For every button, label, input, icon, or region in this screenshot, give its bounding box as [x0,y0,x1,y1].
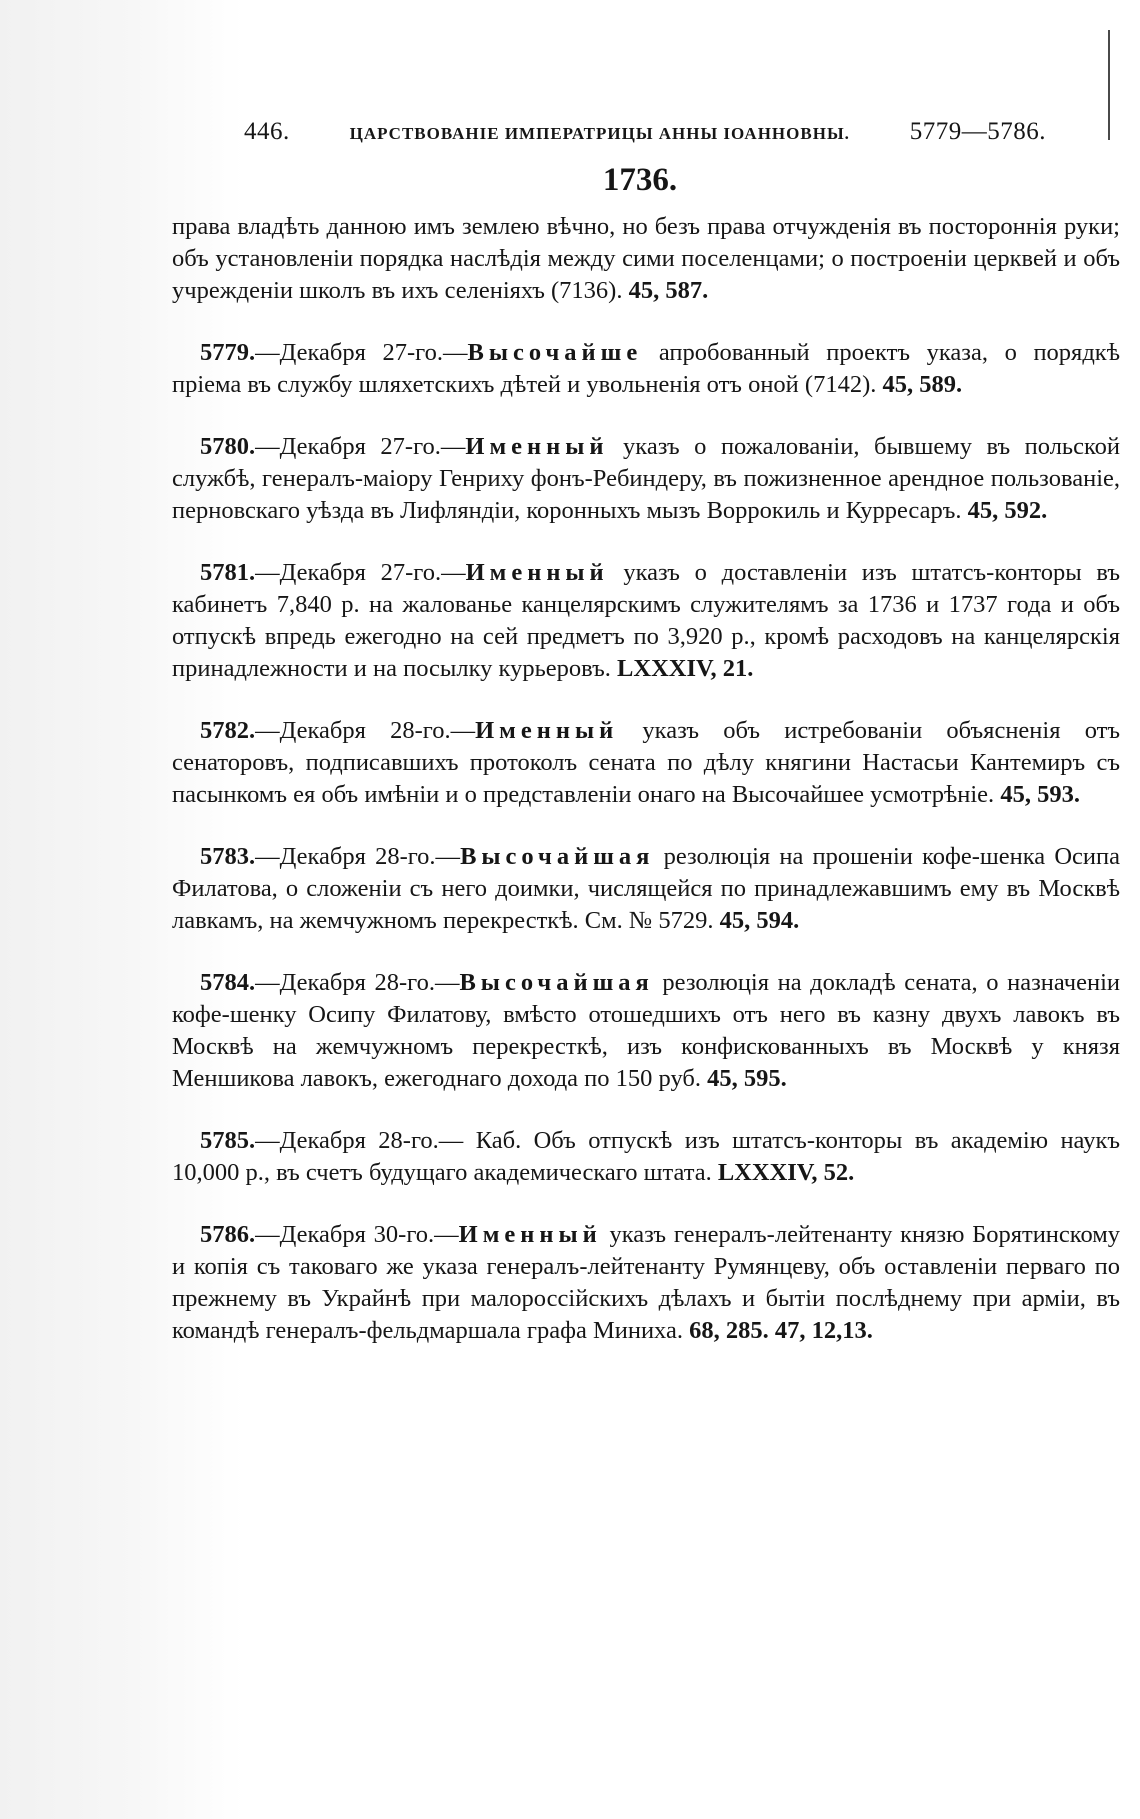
intro-ref: 45, 587. [628,277,709,304]
entry-number: 5782. [200,717,256,744]
document-page [172,118,1120,1377]
entry-text: апробованный проектъ указа, о порядкѣ пріема въ службу шляхетскихъ дѣтей и увольненія отъ оной (7142). [172,339,1120,398]
entry-kind: Высочайшая [459,969,654,996]
entry-text: указъ генералъ-лейтенанту князю Борятинскому и копія съ таковаго же указа генералъ-лейтенанту Румянцеву, объ оставленіи перваго по прежнему въ Украйнѣ при малороссійскихъ дѣлахъ и бытіи послѣднему при арміи, въ командѣ генералъ-фельдмаршала графа Миниха. [172,1221,1120,1344]
entry-date: —Декабря 28-го.— [255,969,460,996]
entry-kind: Высочайшая [460,843,655,870]
year-heading: 1736. [602,162,678,198]
running-header [172,118,1120,146]
entry-number: 5781. [200,559,256,586]
entry-kind: Именный [475,717,619,744]
entry-number: 5779. [200,339,256,366]
entry-ref: 45, 589. [882,371,963,398]
entry-kind: Именный [458,1221,602,1248]
entry-number: 5783. [200,843,256,870]
entry-5786 [172,1219,1120,1347]
entry-range: 5779—5786. [909,118,1046,145]
entry-number: 5785. [200,1127,256,1154]
entry-5780 [172,431,1120,527]
entry-ref: 45, 592. [967,497,1048,524]
entry-text: указъ объ истребованіи объясненія отъ сенаторовъ, подписавшихъ протоколъ сената по дѣлу княгини Настасьи Кантемиръ съ пасынкомъ ея объ имѣніи и о представленіи онаго на Высочайшее усмотрѣніе. [172,717,1121,808]
entry-ref: LXXXIV, 52. [717,1159,855,1186]
header-title: ЦАРСТВОВАНІЕ ИМПЕРАТРИЦЫ АННЫ ІОАННОВНЫ. [349,124,850,143]
entry-date: —Декабря 28-го.— [255,1127,464,1154]
entry-text: указъ о пожалованіи, бывшему въ польской службѣ, генералъ-маіору Генриху фонъ-Ребиндеру, въ пожизненное арендное пользованіе, перновскаго уѣзда въ Лифляндіи, коронныхъ мызъ Воррокиль и Курресаръ. [172,433,1120,524]
entry-kind: Именный [465,433,609,460]
entry-5785 [172,1125,1120,1189]
entry-text: Каб. Объ отпускѣ изъ штатсъ-конторы въ академію наукъ 10,000 р., въ счетъ будущаго академическаго штата. [172,1127,1121,1186]
entry-kind: Высочайше [467,339,643,366]
entry-ref: LXXXIV, 21. [617,655,754,682]
entry-date: —Декабря 28-го.— [255,717,476,744]
entry-date: —Декабря 28-го.— [255,843,461,870]
entry-date: —Декабря 27-го.— [255,559,466,586]
intro-text: права владѣть данною имъ землею вѣчно, но безъ права отчужденія въ постороннія руки; объ установленіи порядка наслѣдія между сими поселенцами; о построеніи церквей и объ учрежденіи школъ въ ихъ селеніяхъ (7136). [172,213,1120,304]
intro-paragraph [172,211,1120,307]
entry-5781 [172,557,1120,685]
entry-ref: 45, 594. [719,907,800,934]
entry-text: резолюція на прошеніи кофе-шенка Осипа Филатова, о сложеніи съ него доимки, числящейся по принадлежавшимъ ему въ Москвѣ лавкамъ, на жемчужномъ перекресткѣ. См. № 5729. [172,843,1121,934]
entry-text: резолюція на докладѣ сената, о назначеніи кофе-шенку Осипу Филатову, вмѣсто отошедшихъ отъ него въ казну двухъ лавокъ въ Москвѣ на жемчужномъ перекресткѣ, изъ конфискованныхъ въ Москвѣ у князя Меншикова лавокъ, ежегоднаго дохода по 150 руб. [172,969,1120,1092]
entry-date: —Декабря 27-го.— [255,433,466,460]
entry-ref: 45, 593. [1000,781,1080,808]
page-number: 446. [244,118,290,145]
entry-kind: Именный [465,559,609,586]
entry-5782 [172,715,1120,811]
entry-5783 [172,841,1120,937]
entry-5779 [172,337,1120,401]
entry-ref: 45, 595. [707,1065,787,1092]
entry-number: 5786. [200,1221,256,1248]
entry-number: 5784. [200,969,256,996]
entry-5784 [172,967,1120,1095]
entry-date: —Декабря 27-го.— [255,339,468,366]
entry-number: 5780. [200,433,256,460]
entry-ref: 68, 285. 47, 12,13. [689,1317,873,1344]
entry-date: —Декабря 30-го.— [255,1221,459,1248]
entry-text: указъ о доставленіи изъ штатсъ-конторы въ кабинетъ 7,840 р. на жалованье канцелярскимъ служителямъ за 1736 и 1737 года и объ отпускѣ впредь ежегодно на сей предметъ по 3,920 р., кромѣ расходовъ на канцелярскія принадлежности и на посылку курьеровъ. [172,559,1121,682]
